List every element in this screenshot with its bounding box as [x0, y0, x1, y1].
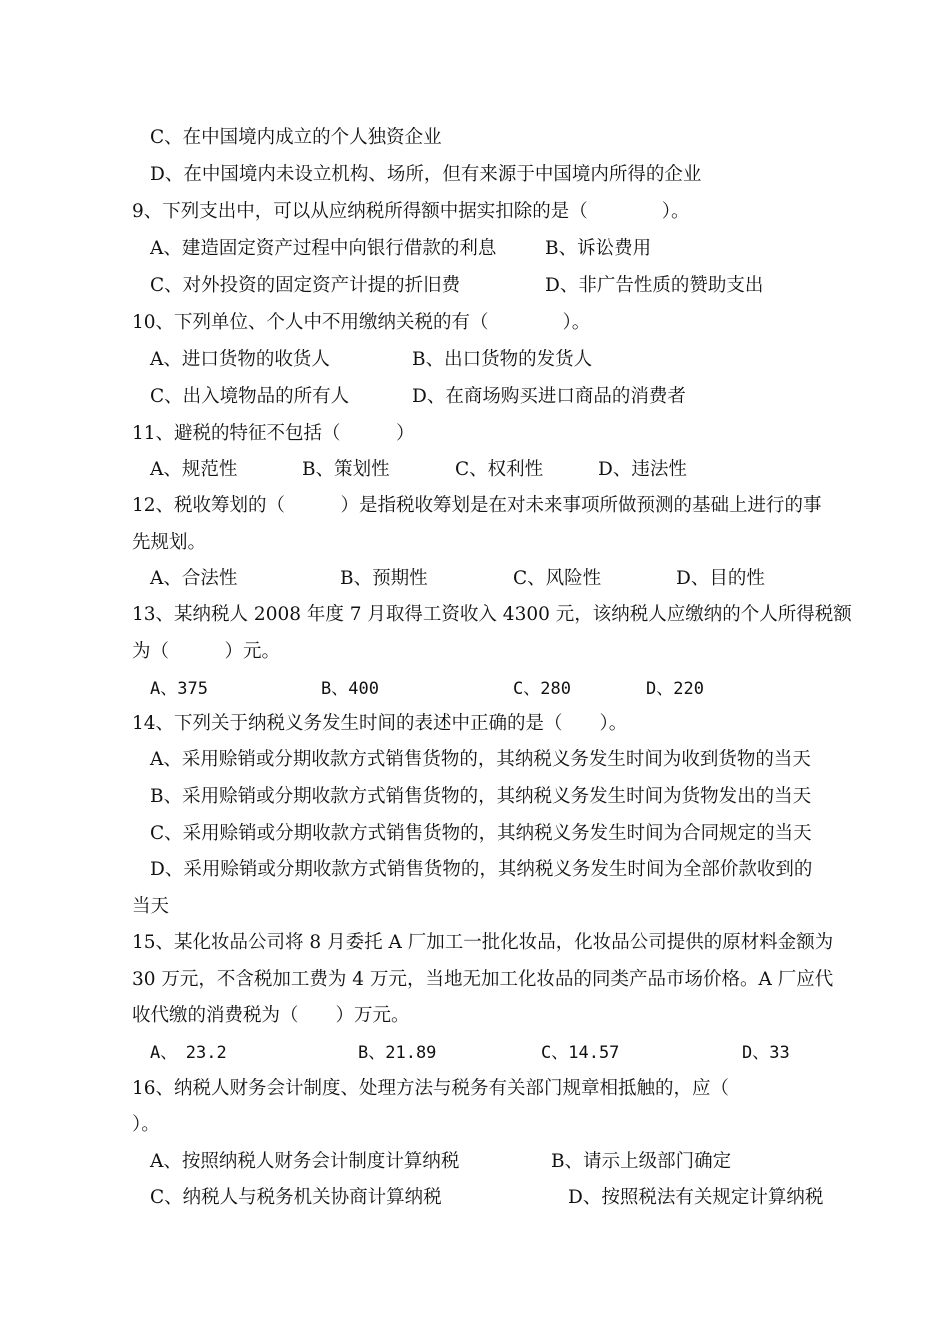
option-c-line: C、在中国境内成立的个人独资企业 — [150, 127, 442, 148]
q14-option-d-line-2: 当天 — [132, 896, 170, 917]
q10-option-d: D、在商场购买进口商品的消费者 — [412, 386, 686, 407]
q16-option-c: C、纳税人与税务机关协商计算纳税 — [150, 1187, 442, 1208]
q13-option-a: A、375 — [150, 679, 208, 699]
question-14: 14、下列关于纳税义务发生时间的表述中正确的是（ ）。 — [132, 713, 628, 734]
q15-option-a: A、 23.2 — [150, 1043, 227, 1063]
q11-option-c: C、权利性 — [455, 459, 544, 480]
q13-option-d: D、220 — [646, 679, 704, 699]
question-9: 9、下列支出中，可以从应纳税所得额中据实扣除的是（ ）。 — [132, 201, 690, 222]
question-16-line-1: 16、纳税人财务会计制度、处理方法与税务有关部门规章相抵触的，应（ — [132, 1078, 730, 1099]
q12-option-c: C、风险性 — [513, 568, 602, 589]
q14-option-b: B、采用赊销或分期收款方式销售货物的，其纳税义务发生时间为货物发出的当天 — [150, 786, 812, 807]
q12-option-b: B、预期性 — [340, 568, 428, 589]
q16-option-a: A、按照纳税人财务会计制度计算纳税 — [150, 1151, 460, 1172]
q11-option-a: A、规范性 — [150, 459, 238, 480]
q9-option-b: B、诉讼费用 — [545, 238, 652, 259]
q13-option-c: C、280 — [513, 679, 571, 699]
question-11: 11、避税的特征不包括（ ） — [132, 423, 415, 444]
q14-option-a: A、采用赊销或分期收款方式销售货物的，其纳税义务发生时间为收到货物的当天 — [150, 749, 811, 770]
q10-option-b: B、出口货物的发货人 — [412, 349, 593, 370]
q15-option-b: B、21.89 — [358, 1043, 437, 1063]
question-16-line-2: ）。 — [132, 1114, 160, 1135]
question-13-line-2: 为（ ）元。 — [132, 641, 281, 662]
q11-option-b: B、策划性 — [302, 459, 390, 480]
q11-option-d: D、违法性 — [598, 459, 687, 480]
q9-option-a: A、建造固定资产过程中向银行借款的利息 — [150, 238, 497, 259]
q9-option-c: C、对外投资的固定资产计提的折旧费 — [150, 275, 461, 296]
q12-option-d: D、目的性 — [676, 568, 765, 589]
option-d-line: D、在中国境内未设立机构、场所，但有来源于中国境内所得的企业 — [150, 164, 702, 185]
question-15-line-1: 15、某化妆品公司将 8 月委托 A 厂加工一批化妆品，化妆品公司提供的原材料金额为 — [132, 932, 834, 953]
question-12-line-1: 12、税收筹划的（ ）是指税收筹划是在对未来事项所做预测的基础上进行的事 — [132, 495, 822, 516]
q16-option-d: D、按照税法有关规定计算纳税 — [568, 1187, 824, 1208]
q14-option-c: C、采用赊销或分期收款方式销售货物的，其纳税义务发生时间为合同规定的当天 — [150, 823, 812, 844]
q14-option-d-line-1: D、采用赊销或分期收款方式销售货物的，其纳税义务发生时间为全部价款收到的 — [150, 859, 813, 880]
question-15-line-3: 收代缴的消费税为（ ）万元。 — [132, 1005, 410, 1026]
question-12-line-2: 先规划。 — [132, 532, 207, 553]
question-13-line-1: 13、某纳税人 2008 年度 7 月取得工资收入 4300 元，该纳税人应缴纳的个人所得税额 — [132, 604, 852, 625]
q15-option-c: C、14.57 — [541, 1043, 620, 1063]
q16-option-b: B、请示上级部门确定 — [551, 1151, 732, 1172]
q10-option-a: A、进口货物的收货人 — [150, 349, 330, 370]
q9-option-d: D、非广告性质的赞助支出 — [545, 275, 764, 296]
question-15-line-2: 30 万元，不含税加工费为 4 万元，当地无加工化妆品的同类产品市场价格。A 厂应代 — [132, 969, 834, 990]
q10-option-c: C、出入境物品的所有人 — [150, 386, 350, 407]
q12-option-a: A、合法性 — [150, 568, 238, 589]
question-10: 10、下列单位、个人中不用缴纳关税的有（ ）。 — [132, 312, 591, 333]
q15-option-d: D、33 — [742, 1043, 790, 1063]
q13-option-b: B、400 — [321, 679, 379, 699]
